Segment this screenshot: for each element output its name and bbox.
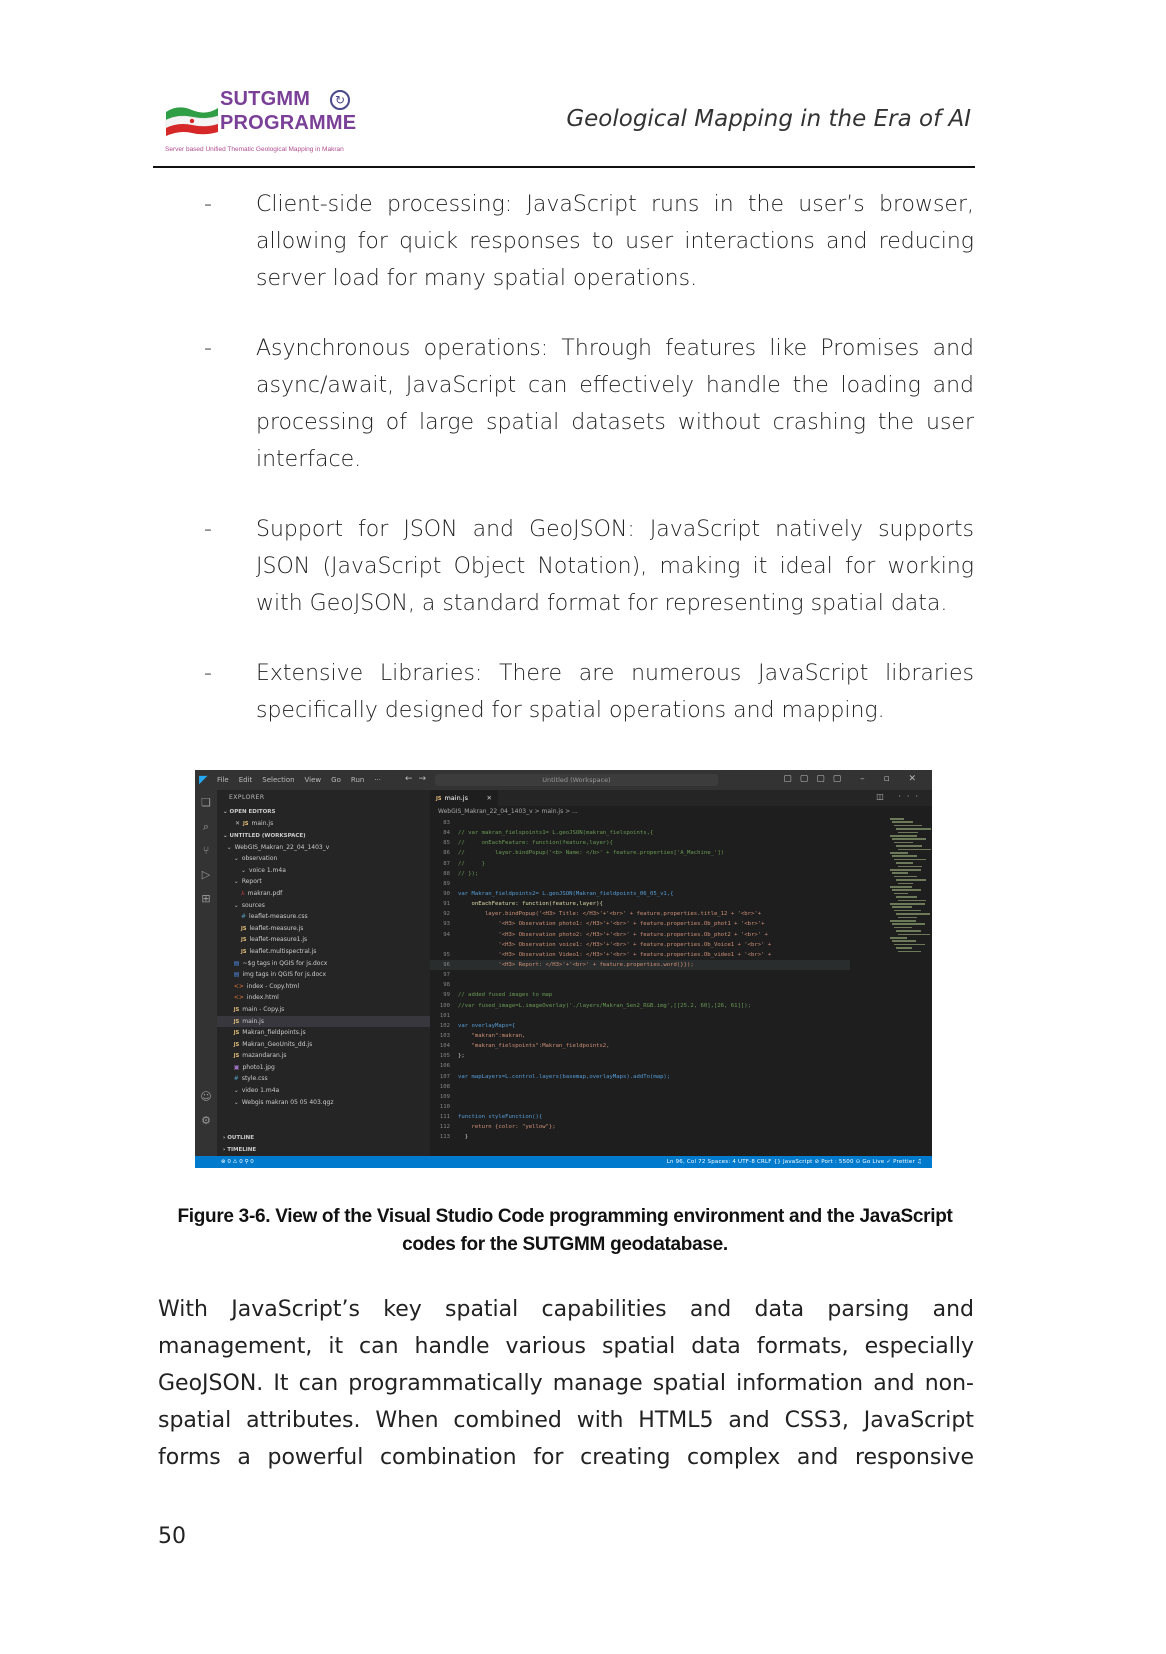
file-tree-item[interactable] bbox=[217, 981, 430, 993]
line-text: // layer.bindPopup('<b> Name: </b>' + feature.properties['A_Machine_']) bbox=[458, 850, 725, 857]
logo-line-1: SUTGMM bbox=[220, 88, 311, 110]
code-line[interactable] bbox=[430, 848, 850, 858]
minimap-line bbox=[898, 832, 918, 834]
code-line[interactable] bbox=[430, 970, 850, 980]
line-number: 88 bbox=[443, 870, 450, 877]
line-number: 99 bbox=[443, 992, 450, 999]
code-line[interactable] bbox=[430, 950, 850, 960]
bullet-item bbox=[204, 511, 974, 622]
minimap-line bbox=[894, 876, 917, 878]
line-text: "makran_fielspoints":Makran_fieldpoints2, bbox=[458, 1043, 610, 1050]
minimap-line bbox=[898, 883, 913, 885]
line-number: 104 bbox=[439, 1043, 450, 1050]
file-tree-item[interactable] bbox=[217, 1062, 430, 1074]
minimap-line bbox=[894, 859, 926, 861]
line-number: 98 bbox=[443, 982, 450, 989]
line-number: 84 bbox=[443, 830, 450, 837]
file-tree-item[interactable] bbox=[217, 1004, 430, 1016]
outline-section[interactable]: › OUTLINE bbox=[223, 1135, 254, 1141]
line-number: 112 bbox=[439, 1124, 450, 1131]
minimap-line bbox=[896, 879, 926, 881]
minimap-line bbox=[892, 821, 913, 823]
js-file-icon: JS bbox=[233, 1006, 240, 1013]
line-number: 113 bbox=[439, 1134, 450, 1141]
line-number: 111 bbox=[439, 1114, 450, 1121]
code-line[interactable] bbox=[430, 859, 850, 869]
file-name: Makran_GeoUnits_dd.js bbox=[242, 1040, 313, 1048]
minimap-line bbox=[890, 852, 908, 854]
line-text: onEachFeature: function(feature,layer){ bbox=[458, 901, 603, 908]
tab-main-js[interactable]: JS main.js ✕ bbox=[430, 790, 498, 806]
code-line[interactable] bbox=[430, 1041, 850, 1051]
line-number: 94 bbox=[443, 931, 450, 938]
code-line[interactable] bbox=[430, 1072, 850, 1082]
code-line[interactable] bbox=[430, 930, 850, 940]
file-tree-item[interactable] bbox=[217, 1097, 430, 1109]
file-name: sources bbox=[241, 901, 265, 909]
line-text: '<H3> Observation voice1: </H3>'+'<br>' + feature.properties.Ob_Voice1 + '<br>' + bbox=[458, 941, 772, 948]
line-number: 105 bbox=[439, 1053, 450, 1060]
line-number: 107 bbox=[439, 1073, 450, 1080]
minimap-line bbox=[890, 869, 921, 871]
minimap-line bbox=[890, 835, 917, 837]
line-number: 87 bbox=[443, 860, 450, 867]
file-name: Webgis makran 05 05 403.qgz bbox=[241, 1098, 334, 1106]
code-line[interactable] bbox=[430, 1061, 850, 1071]
open-editor-file: main.js bbox=[251, 820, 274, 827]
file-name: photo1.jpg bbox=[242, 1063, 275, 1071]
file-tree-item[interactable] bbox=[217, 1027, 430, 1039]
line-number: 89 bbox=[443, 880, 450, 887]
line-text: '<H3> Observation photo2: </H3>'+'<br>' + feature.properties.Ob_phot2 + '<br>' + bbox=[458, 931, 768, 938]
split-editor-icon[interactable]: ◫ ··· bbox=[876, 792, 924, 801]
bullet-dash: - bbox=[204, 336, 212, 361]
minimap-line bbox=[898, 849, 931, 851]
tab-close-icon[interactable]: ✕ bbox=[486, 794, 492, 802]
editor-tabs bbox=[430, 790, 932, 806]
minimap-line bbox=[894, 910, 921, 912]
file-name: voice 1.m4a bbox=[249, 866, 286, 874]
line-number: 110 bbox=[439, 1103, 450, 1110]
js-file-icon: JS bbox=[233, 1041, 240, 1048]
line-number: 95 bbox=[443, 951, 450, 958]
explorer-icon[interactable]: ❏ bbox=[201, 796, 211, 809]
logo-line-2: PROGRAMME bbox=[220, 112, 357, 134]
code-line[interactable] bbox=[430, 909, 850, 919]
tab-label: main.js bbox=[444, 794, 468, 802]
minimap-line bbox=[894, 842, 913, 844]
file-tree-item[interactable] bbox=[217, 1039, 430, 1051]
command-center-search[interactable]: Untitled (Workspace) bbox=[435, 774, 718, 786]
sutgmm-logo bbox=[160, 84, 370, 156]
code-line[interactable] bbox=[430, 980, 850, 990]
line-text: } bbox=[458, 1134, 469, 1141]
minimap-line bbox=[890, 920, 916, 922]
code-line[interactable] bbox=[430, 869, 850, 879]
code-line[interactable] bbox=[430, 1031, 850, 1041]
misc-file-icon: ⌄ bbox=[233, 878, 239, 886]
line-number: 96 bbox=[443, 961, 450, 968]
minimap-line bbox=[890, 903, 925, 905]
file-name: observation bbox=[241, 855, 278, 863]
file-tree-item[interactable] bbox=[217, 946, 430, 958]
line-number: 108 bbox=[439, 1083, 450, 1090]
file-name: leaflet.multispectral.js bbox=[249, 947, 317, 955]
misc-file-icon: ⌄ bbox=[233, 855, 239, 863]
extensions-icon[interactable]: ⊞ bbox=[201, 892, 211, 905]
line-text: layer.bindPopup('<H3> Title: </H3>'+'<br>' + feature.properties.title_12 + '<br>'+ bbox=[458, 911, 762, 918]
file-name: img tags in QGIS for js.docx bbox=[242, 971, 326, 979]
minimap-line bbox=[896, 845, 922, 847]
figure-caption: Figure 3-6. View of the Visual Studio Code programming environment and the JavaScript codes for the SUTGMM geodatabase. bbox=[177, 1206, 953, 1255]
status-details[interactable]: Ln 96, Col 72 Spaces: 4 UTF-8 CRLF {} JavaScript ⊘ Port : 5500 ⊙ Go Live ✓ Prettier ♫ bbox=[666, 1159, 922, 1165]
code-line[interactable] bbox=[430, 1021, 850, 1031]
minimap-line bbox=[892, 889, 921, 891]
minimap-line bbox=[894, 927, 912, 929]
html-file-icon: <> bbox=[233, 982, 244, 990]
bullet-item bbox=[204, 655, 974, 729]
line-number: 102 bbox=[439, 1022, 450, 1029]
page-number: 50 bbox=[158, 1524, 186, 1549]
menu-view[interactable]: View bbox=[304, 776, 322, 784]
code-line[interactable] bbox=[430, 1112, 850, 1122]
account-icon[interactable]: ☺ bbox=[200, 1090, 212, 1103]
line-text: // var makran_fielspoints1= L.geoJSON(makran_fielspoints,{ bbox=[458, 830, 654, 837]
line-text: // onEachFeature: function(feature,layer){ bbox=[458, 840, 613, 847]
file-name: index - Copy.html bbox=[246, 982, 300, 990]
line-text: '<H3> Observation photo1: </H3>'+'<br>' + feature.properties.Ob_phot1 + '<br>'+ bbox=[458, 921, 765, 928]
code-line[interactable] bbox=[430, 1092, 850, 1102]
misc-file-icon: ⌄ bbox=[241, 866, 247, 874]
line-number: 93 bbox=[443, 921, 450, 928]
minimap-line bbox=[896, 913, 930, 915]
logo-subtitle: Server based Unified Thematic Geological Mapping in Makran bbox=[165, 146, 344, 153]
line-text: '<H3> Report: </H3>'+'<br>' + feature.properties.word)}}); bbox=[458, 961, 694, 968]
code-editor bbox=[430, 790, 932, 1156]
menu-file[interactable]: File bbox=[217, 776, 229, 784]
open-editors-label: OPEN EDITORS bbox=[229, 809, 276, 815]
file-tree-item[interactable] bbox=[217, 1073, 430, 1085]
minimap[interactable] bbox=[886, 818, 932, 968]
bullet-text: Asynchronous operations: Through features like Promises and async/await, JavaScript can effectively handle the loading and processing of large spatial datasets without crashing the user interface. bbox=[256, 336, 974, 472]
minimap-line bbox=[892, 838, 926, 840]
line-number: 92 bbox=[443, 911, 450, 918]
code-line[interactable] bbox=[430, 879, 850, 889]
workspace-label: UNTITLED (WORKSPACE) bbox=[229, 832, 306, 839]
code-lines[interactable] bbox=[430, 818, 850, 1156]
explorer-header: EXPLORER bbox=[229, 794, 265, 801]
misc-file-icon: ⌄ bbox=[226, 843, 232, 851]
line-number: 100 bbox=[439, 1002, 450, 1009]
search-icon[interactable]: ⌕ bbox=[202, 820, 210, 833]
code-line[interactable] bbox=[430, 1122, 850, 1132]
file-tree-item[interactable] bbox=[217, 888, 430, 900]
menu-run[interactable]: Run bbox=[350, 776, 365, 784]
timeline-section[interactable]: › TIMELINE bbox=[223, 1147, 257, 1153]
workspace-section[interactable]: ⌄ UNTITLED (WORKSPACE) bbox=[223, 832, 306, 839]
code-line[interactable] bbox=[430, 889, 850, 899]
vscode-menu-bar bbox=[217, 776, 381, 784]
file-tree-item[interactable] bbox=[217, 911, 430, 923]
minimap-line bbox=[890, 818, 904, 820]
file-tree-item[interactable] bbox=[217, 992, 430, 1004]
explorer-sidebar bbox=[217, 790, 430, 1156]
bullet-item bbox=[204, 330, 974, 478]
file-name: video 1.m4a bbox=[241, 1087, 280, 1095]
file-tree-item[interactable] bbox=[217, 923, 430, 935]
breadcrumb[interactable]: WebGIS_Makran_22_04_1403_v > main.js > ... bbox=[438, 808, 578, 815]
code-line[interactable] bbox=[430, 1082, 850, 1092]
line-number: 86 bbox=[443, 850, 450, 857]
file-tree-item[interactable] bbox=[217, 958, 430, 970]
file-tree-item[interactable] bbox=[217, 876, 430, 888]
code-line[interactable] bbox=[430, 1001, 850, 1011]
code-line[interactable] bbox=[430, 919, 850, 929]
file-tree-item[interactable] bbox=[217, 969, 430, 981]
line-text: "makran":makran, bbox=[458, 1032, 526, 1039]
minimap-line bbox=[892, 906, 912, 908]
code-line[interactable] bbox=[430, 818, 850, 828]
file-tree-item[interactable] bbox=[217, 853, 430, 865]
minimap-line bbox=[896, 896, 917, 898]
menu-more[interactable]: ··· bbox=[374, 776, 382, 784]
minimap-line bbox=[892, 855, 917, 857]
code-line[interactable] bbox=[430, 990, 850, 1000]
html-file-icon: <> bbox=[233, 994, 244, 1002]
doc-file-icon: ▤ bbox=[233, 971, 240, 979]
iran-flag-icon bbox=[164, 102, 220, 138]
pdf-file-icon: ⅄ bbox=[241, 889, 245, 897]
menu-go[interactable]: Go bbox=[331, 776, 341, 784]
code-line[interactable] bbox=[430, 1011, 850, 1021]
bullet-text: Extensive Libraries: There are numerous JavaScript libraries specifically designed for spatial operations and mapping. bbox=[256, 661, 974, 723]
body-paragraph: With JavaScript’s key spatial capabilities and data parsing and management, it can handle various spatial data formats, especially GeoJSON. It can programmatically manage spatial information and non-spatial attributes. When combined with HTML5 and CSS3, JavaScript forms a powerful combination for creating complex and responsive bbox=[158, 1297, 974, 1470]
minimap-line bbox=[892, 872, 908, 874]
minimap-line bbox=[892, 940, 916, 942]
minimap-line bbox=[898, 900, 926, 902]
line-number: 103 bbox=[439, 1032, 450, 1039]
line-number: 97 bbox=[443, 972, 450, 979]
code-line[interactable] bbox=[430, 940, 850, 950]
line-text: }; bbox=[458, 1053, 465, 1060]
vscode-title-bar bbox=[195, 770, 932, 790]
source-control-icon[interactable]: ⑂ bbox=[202, 844, 210, 857]
file-tree-item[interactable] bbox=[217, 1085, 430, 1097]
img-file-icon: ▣ bbox=[233, 1063, 240, 1071]
activity-bar bbox=[195, 790, 217, 1156]
line-number: 85 bbox=[443, 840, 450, 847]
file-tree-item[interactable] bbox=[217, 842, 430, 854]
file-tree-item[interactable] bbox=[217, 900, 430, 912]
misc-file-icon: ⌄ bbox=[233, 1087, 239, 1095]
file-name: leaflet-measure.js bbox=[249, 924, 304, 932]
line-text: // } bbox=[458, 860, 485, 867]
code-line[interactable] bbox=[430, 1051, 850, 1061]
bullet-item bbox=[204, 186, 974, 297]
line-number: 90 bbox=[443, 890, 450, 897]
file-tree-item[interactable] bbox=[217, 1016, 430, 1028]
minimap-line bbox=[896, 930, 921, 932]
minimap-line bbox=[896, 862, 913, 864]
bullet-dash: - bbox=[204, 517, 212, 542]
line-text: return {color: "yellow"}; bbox=[458, 1124, 556, 1131]
status-problems[interactable]: ⊗ 0 ⚠ 0 ⚲ 0 bbox=[221, 1159, 254, 1165]
js-file-icon: JS bbox=[233, 1053, 240, 1060]
doc-file-icon: ▤ bbox=[233, 959, 240, 967]
file-name: main.js bbox=[242, 1017, 264, 1025]
file-name: ~$g tags in QGIS for js.docx bbox=[242, 959, 328, 967]
code-line[interactable] bbox=[430, 1132, 850, 1142]
minimap-line bbox=[898, 866, 922, 868]
code-line[interactable] bbox=[430, 828, 850, 838]
line-text: // }); bbox=[458, 870, 479, 877]
code-line[interactable] bbox=[430, 899, 850, 909]
menu-edit[interactable]: Edit bbox=[238, 776, 253, 784]
code-line[interactable] bbox=[430, 838, 850, 848]
file-name: mazandaran.js bbox=[242, 1052, 287, 1060]
minimap-line bbox=[894, 893, 908, 895]
line-text: var overlayMaps={ bbox=[458, 1022, 516, 1029]
line-text: // added fused images to map bbox=[458, 992, 553, 999]
file-tree-item[interactable] bbox=[217, 934, 430, 946]
logo-badge-icon: ↻ bbox=[330, 90, 350, 110]
outline-label: OUTLINE bbox=[227, 1135, 254, 1141]
file-tree-item[interactable] bbox=[217, 1050, 430, 1062]
menu-selection[interactable]: Selection bbox=[262, 776, 295, 784]
vscode-screenshot bbox=[195, 770, 932, 1168]
minimap-line bbox=[892, 923, 925, 925]
css-file-icon: # bbox=[241, 913, 247, 921]
misc-file-icon: ⌄ bbox=[233, 1098, 239, 1106]
minimap-line bbox=[894, 944, 925, 946]
js-file-icon: JS bbox=[241, 925, 247, 932]
js-file-icon: JS bbox=[233, 1030, 240, 1037]
code-line[interactable] bbox=[430, 1102, 850, 1112]
minimap-line bbox=[896, 828, 931, 830]
file-name: index.html bbox=[246, 994, 279, 1002]
file-name: leaflet-measure1.js bbox=[249, 936, 308, 944]
line-number: 109 bbox=[439, 1093, 450, 1100]
nav-arrows-icon[interactable]: ←→ bbox=[405, 774, 433, 784]
js-file-icon: JS bbox=[241, 948, 247, 955]
bullet-dash: - bbox=[204, 661, 212, 686]
page-header bbox=[153, 82, 975, 168]
open-editors-section[interactable]: ⌄ OPEN EDITORS bbox=[223, 809, 276, 815]
settings-gear-icon[interactable]: ⚙ bbox=[201, 1114, 211, 1127]
line-text: var Makran_fieldpoints2= L.geoJSON(Makran_fieldpoints_06_05_v1,{ bbox=[458, 890, 674, 897]
file-name: main - Copy.js bbox=[242, 1005, 285, 1013]
file-name: Makran_fieldpoints.js bbox=[242, 1029, 306, 1037]
minimap-line bbox=[898, 951, 921, 953]
line-number: 83 bbox=[443, 820, 450, 826]
line-number: 91 bbox=[443, 901, 450, 908]
sidebar-footer bbox=[217, 1132, 430, 1156]
file-name: leaflet-measure.css bbox=[249, 913, 308, 921]
js-file-icon: JS bbox=[233, 1018, 240, 1025]
file-name: WebGIS_Makran_22_04_1403_v bbox=[234, 843, 330, 851]
file-name: makran.pdf bbox=[247, 889, 283, 897]
file-tree bbox=[217, 842, 430, 1109]
open-editor-item[interactable]: ✕ JS main.js bbox=[235, 820, 274, 827]
code-line[interactable] bbox=[430, 960, 850, 970]
line-number: 106 bbox=[439, 1063, 450, 1070]
bullet-text: Support for JSON and GeoJSON: JavaScript natively supports JSON (JavaScript Object Notation), making it ideal for working with GeoJSON, a standard format for representing spatial data. bbox=[256, 517, 974, 616]
running-title: Geological Mapping in the Era of AI bbox=[566, 106, 971, 132]
line-text: var mapLayers=L.control.layers(basemap,overlayMaps).addTo(map); bbox=[458, 1073, 671, 1080]
vscode-logo-icon: ◤ bbox=[199, 773, 208, 786]
minimap-line bbox=[896, 947, 912, 949]
status-bar bbox=[195, 1156, 932, 1168]
line-number: 101 bbox=[439, 1012, 450, 1019]
file-tree-item[interactable] bbox=[217, 865, 430, 877]
css-file-icon: # bbox=[233, 1075, 239, 1083]
minimap-line bbox=[898, 934, 930, 936]
line-text: //var fused_image=L.imageOverlay('./layers/Makran_Sen2_RGB.img',[[25.2, 60],[26, 61]]); bbox=[458, 1002, 751, 1009]
timeline-label: TIMELINE bbox=[227, 1147, 257, 1153]
run-debug-icon[interactable]: ▷ bbox=[201, 868, 211, 881]
line-text: '<H3> Observation Video1: </H3>'+'<br>' + feature.properties.Ob_video1 + '<br>' + bbox=[458, 951, 772, 958]
misc-file-icon: ⌄ bbox=[233, 901, 239, 909]
bullet-dash: - bbox=[204, 192, 212, 217]
minimap-line bbox=[898, 917, 917, 919]
bullet-list bbox=[204, 186, 974, 762]
js-file-icon: JS bbox=[241, 937, 247, 944]
minimap-line bbox=[894, 825, 922, 827]
window-controls-icon[interactable]: ▢▢▢▢ – ▫ ✕ bbox=[783, 774, 924, 784]
line-text: function styleFunction(){ bbox=[458, 1114, 543, 1121]
minimap-line bbox=[890, 886, 912, 888]
file-name: Report bbox=[241, 878, 262, 886]
file-name: style.css bbox=[241, 1075, 268, 1083]
minimap-line bbox=[890, 937, 907, 939]
bullet-text: Client-side processing: JavaScript runs in the user’s browser, allowing for quick responses to user interactions and reducing server load for many spatial operations. bbox=[256, 192, 974, 291]
